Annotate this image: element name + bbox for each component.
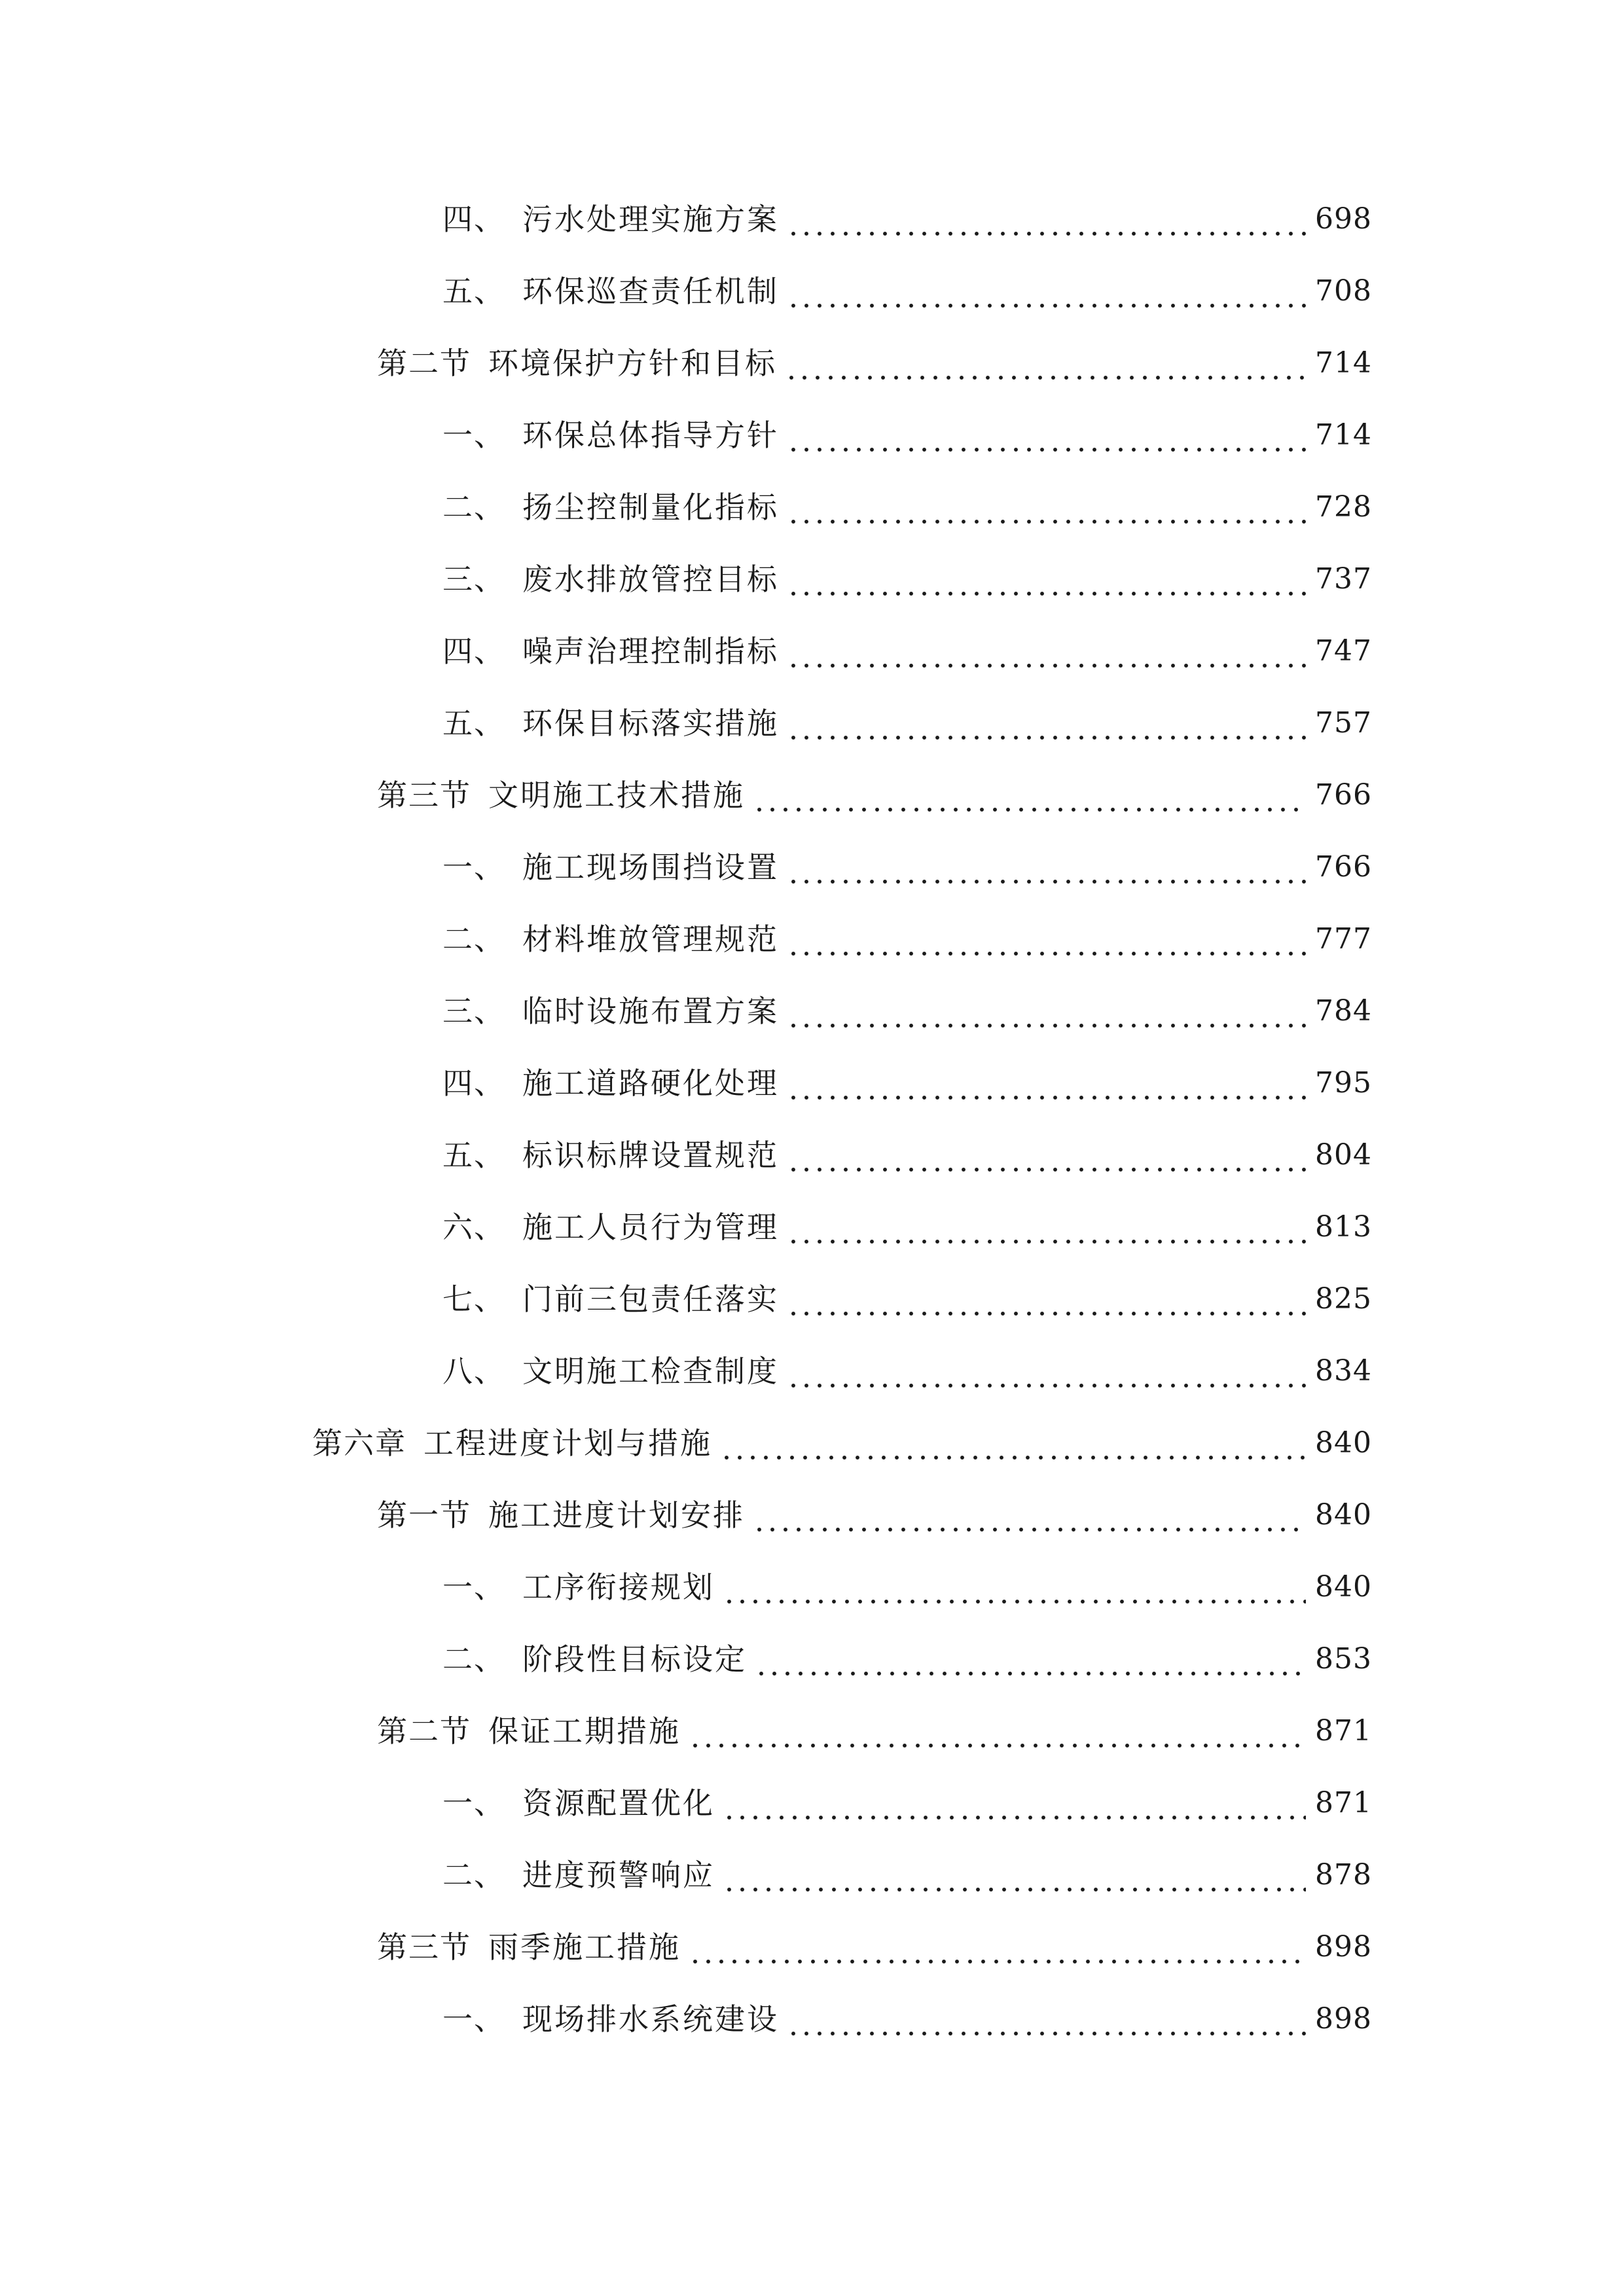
- toc-entry-title: 施工道路硬化处理: [522, 1066, 779, 1101]
- toc-entry-page: 728: [1315, 490, 1372, 524]
- toc-entry-page: 698: [1315, 202, 1372, 236]
- toc-entry-number: 一、: [442, 850, 505, 885]
- toc-entry[interactable]: [442, 700, 1372, 746]
- toc-entry-page: 825: [1315, 1282, 1372, 1316]
- dot-leader: [787, 484, 1306, 530]
- toc-entry[interactable]: [442, 196, 1372, 242]
- toc-entry-page: 898: [1315, 1930, 1372, 1964]
- toc-entry-number: 一、: [442, 2001, 505, 2037]
- toc-entry-number: 八、: [442, 1354, 505, 1389]
- toc-entry-title: 环境保护方针和目标: [488, 346, 777, 381]
- toc-entry[interactable]: [442, 1060, 1372, 1106]
- toc-entry-title: 工序衔接规划: [522, 1570, 715, 1605]
- dot-leader: [753, 1492, 1306, 1538]
- toc-entry-page: 840: [1315, 1570, 1372, 1604]
- toc-entry-page: 853: [1315, 1642, 1372, 1676]
- dot-leader: [785, 340, 1306, 386]
- toc-entry-number: 六、: [442, 1210, 505, 1245]
- toc-entry[interactable]: [442, 1132, 1372, 1178]
- toc-entry-title: 临时设施布置方案: [522, 994, 779, 1029]
- dot-leader: [787, 412, 1306, 458]
- toc-entry[interactable]: [442, 484, 1372, 530]
- toc-entry[interactable]: [442, 268, 1372, 314]
- toc-entry[interactable]: [377, 1492, 1372, 1538]
- toc-entry-title: 工程进度计划与措施: [424, 1426, 712, 1461]
- dot-leader: [787, 556, 1306, 602]
- toc-entry[interactable]: [442, 844, 1372, 890]
- toc-entry-number: 一、: [442, 1785, 505, 1821]
- dot-leader: [755, 1636, 1306, 1682]
- toc-entry-title: 文明施工检查制度: [522, 1354, 779, 1389]
- toc-entry-number: 第三节: [377, 778, 471, 813]
- toc-entry-number: 一、: [442, 418, 505, 453]
- toc-entry[interactable]: [377, 772, 1372, 818]
- toc-entry-number: 五、: [442, 706, 505, 741]
- toc-entry[interactable]: [442, 1348, 1372, 1394]
- toc-entry-title: 进度预警响应: [522, 1857, 715, 1893]
- toc-entry-page: 795: [1315, 1066, 1372, 1100]
- toc-entry-page: 708: [1315, 274, 1372, 308]
- toc-entry[interactable]: [442, 988, 1372, 1034]
- toc-entry-page: 813: [1315, 1210, 1372, 1244]
- toc-entry-number: 第二节: [377, 346, 471, 381]
- dot-leader: [787, 196, 1306, 242]
- toc-entry-number: 四、: [442, 1066, 505, 1101]
- toc-entry-title: 保证工期措施: [488, 1713, 681, 1749]
- toc-entry[interactable]: [442, 1852, 1372, 1898]
- toc-entry-page: 777: [1315, 922, 1372, 956]
- dot-leader: [753, 772, 1306, 818]
- toc-entry[interactable]: [442, 412, 1372, 458]
- toc-entry-page: 737: [1315, 562, 1372, 596]
- toc-entry-title: 阶段性目标设定: [522, 1641, 747, 1677]
- toc-entry[interactable]: [442, 1780, 1372, 1826]
- dot-leader: [787, 1996, 1306, 2042]
- dot-leader: [787, 1204, 1306, 1250]
- dot-leader: [723, 1852, 1306, 1898]
- toc-entry[interactable]: [312, 1420, 1372, 1466]
- toc-entry[interactable]: [442, 1996, 1372, 2042]
- dot-leader: [787, 916, 1306, 962]
- toc-entry-title: 雨季施工措施: [488, 1929, 681, 1965]
- toc-entry-page: 757: [1315, 706, 1372, 740]
- toc-entry-page: 878: [1315, 1858, 1372, 1892]
- toc-entry-number: 五、: [442, 274, 505, 309]
- toc-entry-title: 施工人员行为管理: [522, 1210, 779, 1245]
- toc-entry-number: 三、: [442, 994, 505, 1029]
- toc-entry[interactable]: [442, 1636, 1372, 1682]
- dot-leader: [787, 1060, 1306, 1106]
- toc-entry[interactable]: [442, 916, 1372, 962]
- dot-leader: [787, 268, 1306, 314]
- toc-entry-page: 766: [1315, 778, 1372, 812]
- toc-entry[interactable]: [442, 556, 1372, 602]
- toc-entry[interactable]: [442, 1564, 1372, 1610]
- toc-entry-number: 第一节: [377, 1498, 471, 1533]
- toc-entry-title: 废水排放管控目标: [522, 562, 779, 597]
- toc-entry-page: 871: [1315, 1786, 1372, 1820]
- toc-entry-page: 804: [1315, 1138, 1372, 1172]
- toc-entry[interactable]: [442, 628, 1372, 674]
- toc-entry[interactable]: [442, 1276, 1372, 1322]
- toc-entry-number: 七、: [442, 1282, 505, 1317]
- toc-entry-number: 第二节: [377, 1713, 471, 1749]
- toc-entry-title: 文明施工技术措施: [488, 778, 745, 813]
- toc-entry-number: 二、: [442, 1857, 505, 1893]
- dot-leader: [723, 1564, 1306, 1610]
- toc-entry-title: 环保目标落实措施: [522, 706, 779, 741]
- dot-leader: [787, 844, 1306, 890]
- toc-entry-page: 766: [1315, 850, 1372, 884]
- toc-entry-title: 施工现场围挡设置: [522, 850, 779, 885]
- toc-entry-number: 二、: [442, 1641, 505, 1677]
- dot-leader: [787, 988, 1306, 1034]
- dot-leader: [787, 1132, 1306, 1178]
- toc-entry-number: 第六章: [312, 1426, 406, 1461]
- dot-leader: [787, 628, 1306, 674]
- toc-entry[interactable]: [377, 1924, 1372, 1970]
- toc-entry-number: 第三节: [377, 1929, 471, 1965]
- toc-entry-title: 材料堆放管理规范: [522, 922, 779, 957]
- dot-leader: [787, 700, 1306, 746]
- dot-leader: [723, 1780, 1306, 1826]
- toc-entry-number: 四、: [442, 634, 505, 669]
- toc-entry-page: 784: [1315, 994, 1372, 1028]
- toc-entry[interactable]: [377, 340, 1372, 386]
- toc-entry-page: 871: [1315, 1714, 1372, 1748]
- dot-leader: [787, 1348, 1306, 1394]
- toc-entry-title: 施工进度计划安排: [488, 1498, 745, 1533]
- dot-leader: [689, 1924, 1306, 1970]
- dot-leader: [689, 1708, 1306, 1754]
- toc-entry-number: 一、: [442, 1570, 505, 1605]
- toc-entry-page: 898: [1315, 2002, 1372, 2036]
- dot-leader: [720, 1420, 1306, 1466]
- toc-entry-number: 二、: [442, 490, 505, 525]
- toc-entry-title: 污水处理实施方案: [522, 202, 779, 237]
- toc-entry-title: 标识标牌设置规范: [522, 1138, 779, 1173]
- toc-entry-number: 二、: [442, 922, 505, 957]
- toc-entry-title: 现场排水系统建设: [522, 2001, 779, 2037]
- toc-entry-number: 五、: [442, 1138, 505, 1173]
- toc-entry-page: 834: [1315, 1354, 1372, 1388]
- toc-entry-title: 环保巡查责任机制: [522, 274, 779, 309]
- toc-entry-page: 747: [1315, 634, 1372, 668]
- toc-entry-title: 噪声治理控制指标: [522, 634, 779, 669]
- toc-entry[interactable]: [377, 1708, 1372, 1754]
- toc-entry-number: 四、: [442, 202, 505, 237]
- toc-entry-number: 三、: [442, 562, 505, 597]
- toc-entry-page: 840: [1315, 1498, 1372, 1532]
- toc-entry-page: 714: [1315, 346, 1372, 380]
- toc-entry-title: 门前三包责任落实: [522, 1282, 779, 1317]
- toc-entry-page: 714: [1315, 418, 1372, 452]
- toc-entry-title: 环保总体指导方针: [522, 418, 779, 453]
- dot-leader: [787, 1276, 1306, 1322]
- toc-entry[interactable]: [442, 1204, 1372, 1250]
- toc-entry-page: 840: [1315, 1426, 1372, 1460]
- toc-entry-title: 扬尘控制量化指标: [522, 490, 779, 525]
- toc-entry-title: 资源配置优化: [522, 1785, 715, 1821]
